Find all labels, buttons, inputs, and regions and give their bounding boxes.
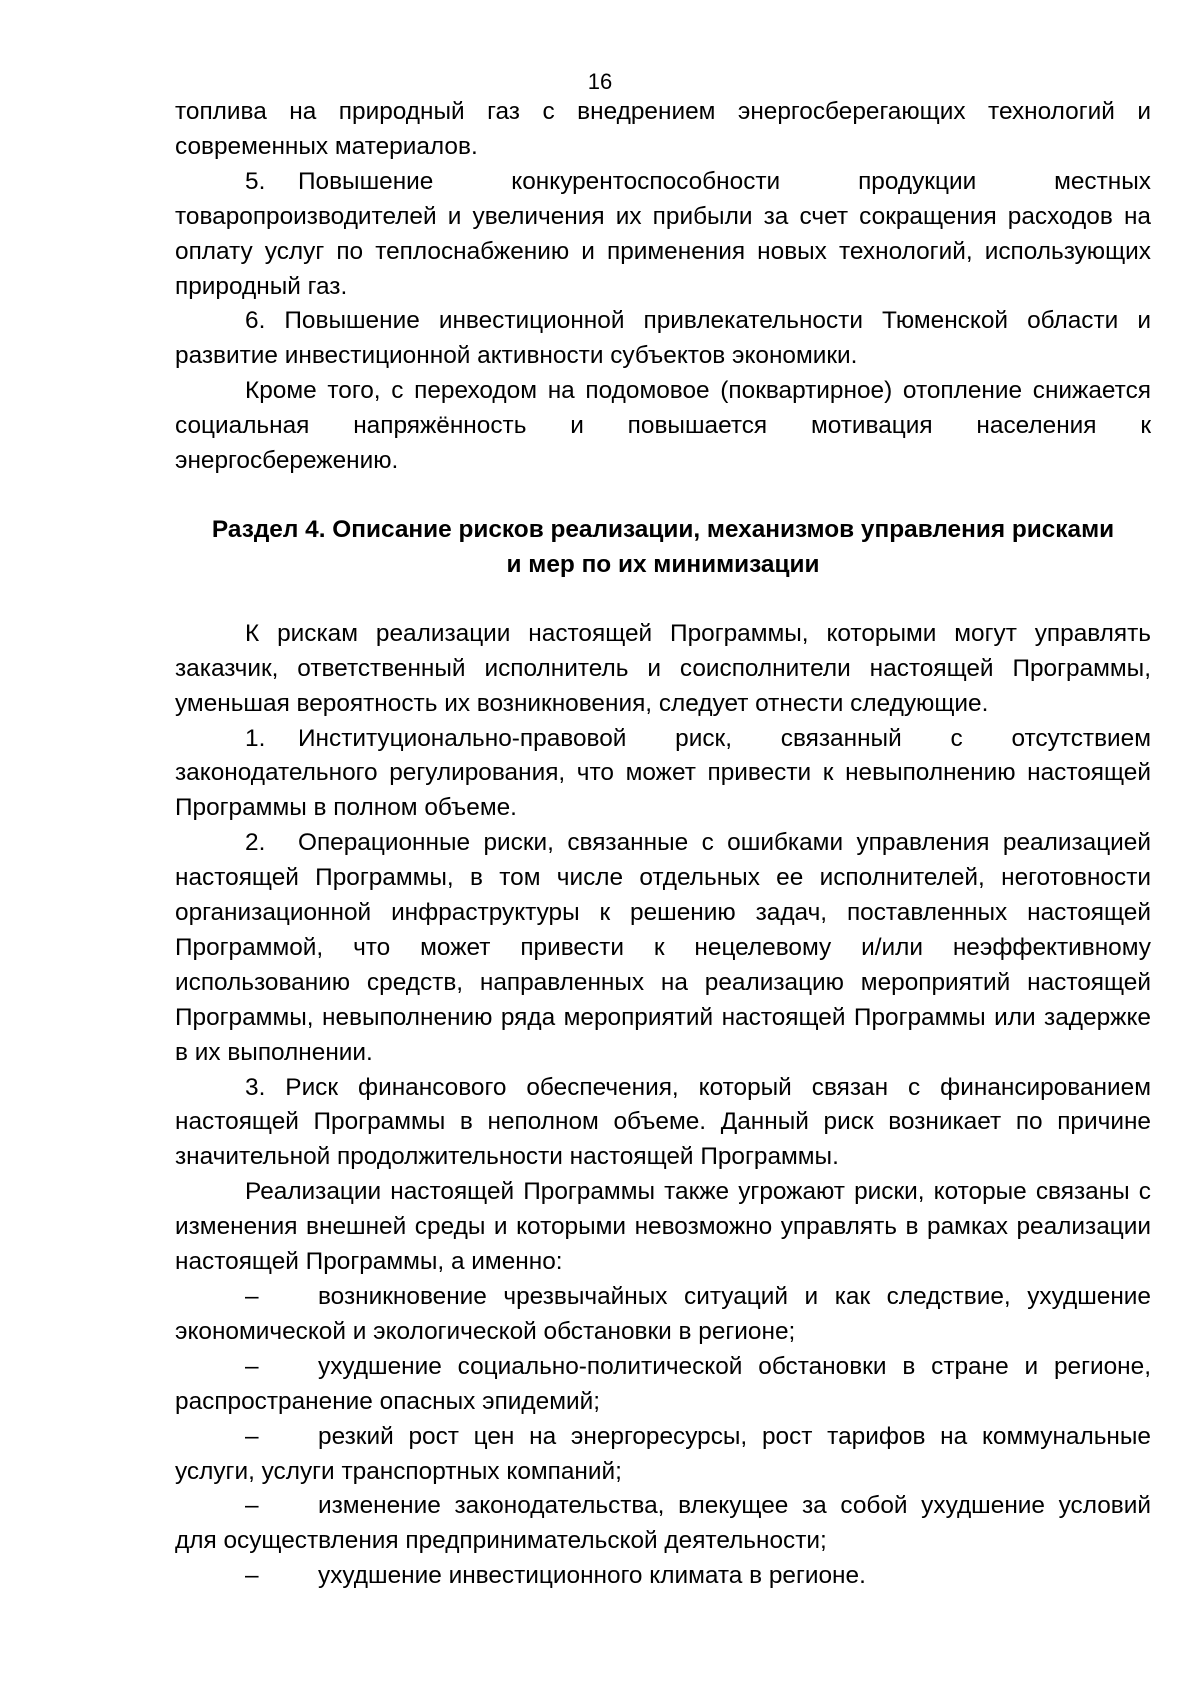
list-item-text: резкий рост цен на энергоресурсы, рост тарифов на коммунальные услуги, услуги транспортных компаний;	[175, 1422, 1151, 1485]
list-item-text: возникновение чрезвычайных ситуаций и как следствие, ухудшение экономической и экологической обстановки в регионе;	[175, 1283, 1151, 1345]
paragraph-external-risks	[175, 1175, 1151, 1280]
dash-bullet: –	[245, 1492, 259, 1520]
document-body	[175, 95, 1151, 1594]
list-item	[175, 1489, 1151, 1559]
section-heading-line: Раздел 4. Описание рисков реализации, механизмов управления рисками	[211, 515, 1115, 543]
paragraph-risk-2	[175, 826, 1151, 1070]
paragraph-text: Операционные риски, связанные с ошибками управления реализацией настоящей Программы, в том числе отдельных ее исполнителей, неготовности организационной инфраструктуры к решению задач, поставленных настоящей Программой, что может привести к нецелевому и/или неэффективному использованию средств, направленных на реализацию мероприятий настоящей Программы, невыполнению ряда мероприятий настоящей Программы или задержке в их выполнении.	[175, 829, 1151, 1066]
list-number: 2.	[245, 829, 266, 857]
section-heading-line: и мер по их минимизации	[506, 550, 820, 578]
dash-bullet: –	[245, 1283, 259, 1310]
list-item-text: изменение законодательства, влекущее за собой ухудшение условий для осуществления предпринимательской деятельности;	[175, 1492, 1151, 1555]
list-item	[175, 1559, 1151, 1594]
page-number: 16	[587, 69, 613, 94]
paragraph-text: 6. Повышение инвестиционной привлекательности Тюменской области и развитие инвестиционной активности субъектов экономики.	[175, 307, 1151, 370]
dash-bullet: –	[245, 1352, 259, 1380]
paragraph-energy-saving	[175, 374, 1151, 479]
paragraph-text: Институционально-правовой риск, связанный с отсутствием законодательного регулирования, что может привести к невыполнению настоящей Программы в полном объеме.	[175, 724, 1151, 822]
paragraph-text: Реализации настоящей Программы также угрожают риски, которые связаны с изменения внешней среды и которыми невозможно управлять в рамках реализации настоящей Программы, а именно:	[175, 1178, 1151, 1276]
paragraph-text: Повышение конкурентоспособности продукции местных товаропроизводителей и увеличения их прибыли за счет сокращения расходов на оплату услуг по теплоснабжению и применения новых технологий, использующих природный газ.	[175, 167, 1151, 300]
paragraph-text: К рискам реализации настоящей Программы, которыми могут управлять заказчик, ответственный исполнитель и соисполнители настоящей Программы, уменьшая вероятность их возникновения, следует отнести следующие.	[175, 619, 1151, 717]
section-heading	[175, 513, 1151, 583]
list-item	[175, 1350, 1151, 1420]
paragraph-item-6	[175, 304, 1151, 374]
paragraph-risks-intro	[175, 617, 1151, 722]
paragraph-risk-3	[175, 1071, 1151, 1176]
paragraph-text: топлива на природный газ с внедрением энергосберегающих технологий и современных материалов.	[175, 98, 1151, 160]
paragraph-continuation	[175, 95, 1151, 165]
list-number: 5.	[245, 167, 266, 195]
list-item-text: ухудшение инвестиционного климата в регионе.	[318, 1562, 866, 1590]
paragraph-text: Кроме того, с переходом на подомовое (поквартирное) отопление снижается социальная напряжённость и повышается мотивация населения к энергосбережению.	[175, 377, 1151, 475]
list-item-text: ухудшение социально-политической обстановки в стране и регионе, распространение опасных эпидемий;	[175, 1352, 1151, 1415]
list-item	[175, 1280, 1151, 1350]
paragraph-item-5	[175, 165, 1151, 305]
dash-bullet: –	[245, 1562, 259, 1590]
list-number: 1.	[245, 724, 266, 752]
dash-bullet: –	[245, 1422, 259, 1450]
paragraph-text: 3. Риск финансового обеспечения, который связан с финансированием настоящей Программы в неполном объеме. Данный риск возникает по причине значительной продолжительности настоящей Программы.	[175, 1073, 1151, 1171]
list-item	[175, 1420, 1151, 1490]
paragraph-risk-1	[175, 722, 1151, 827]
